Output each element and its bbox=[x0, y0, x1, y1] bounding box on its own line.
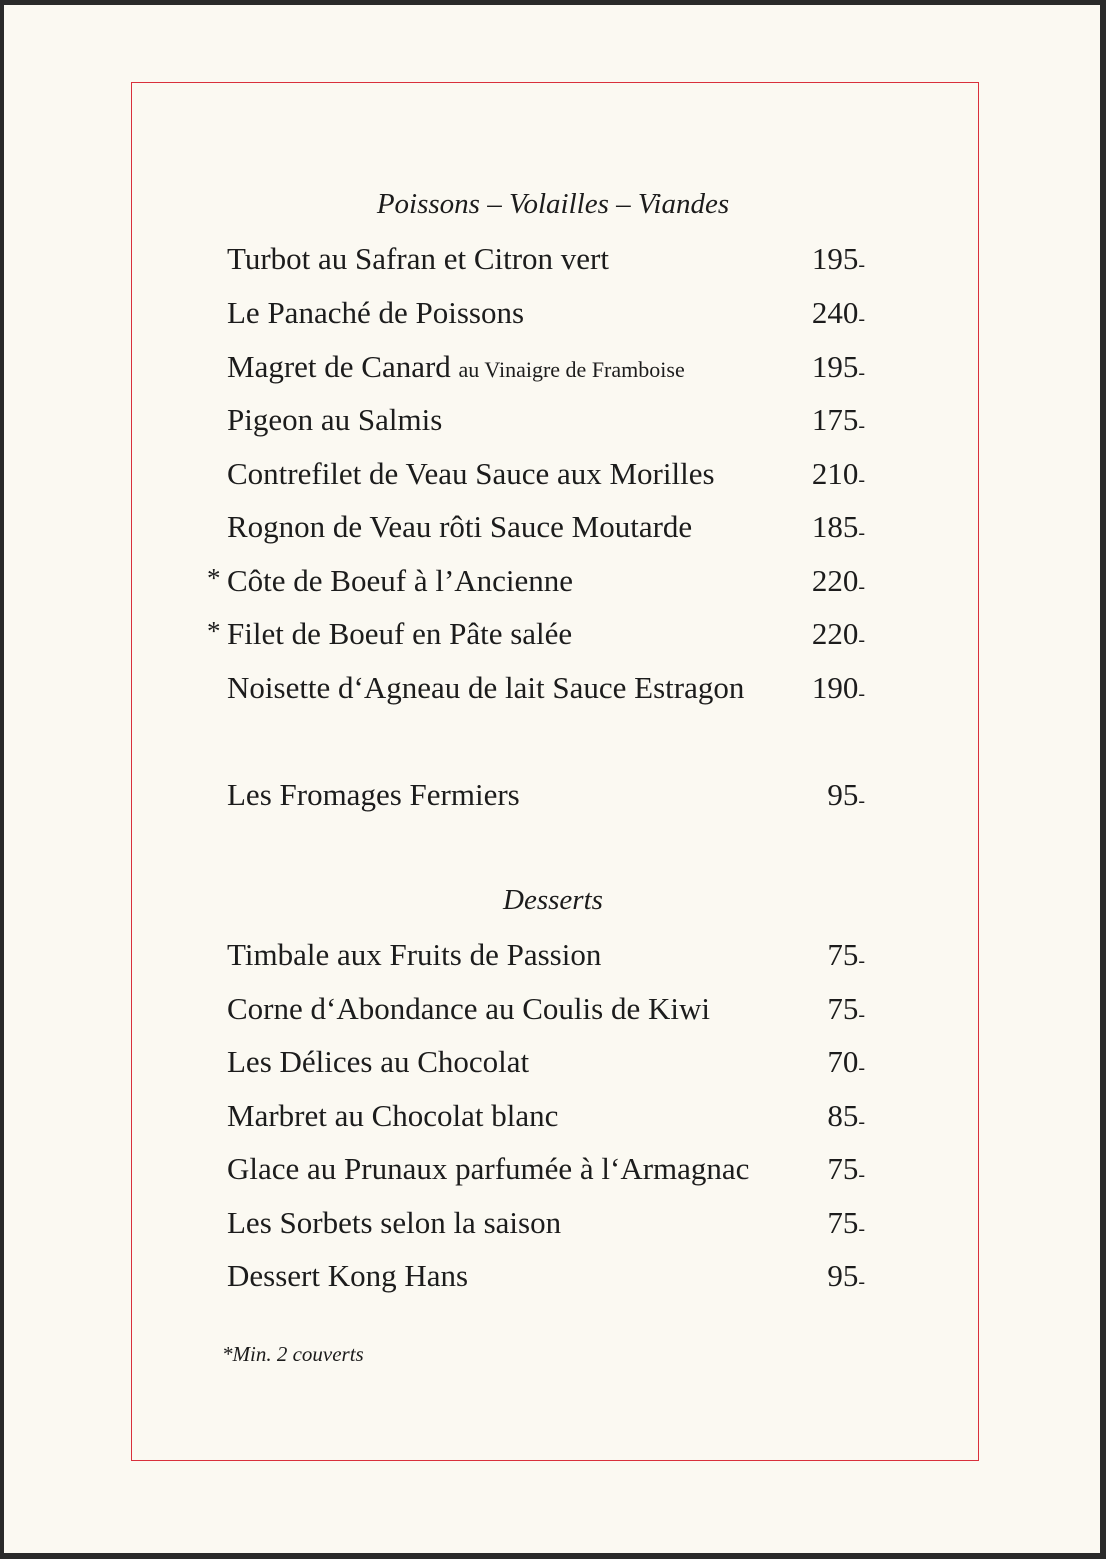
item-price: 75- bbox=[827, 937, 865, 972]
menu-item bbox=[0, 509, 1106, 549]
item-price: 240- bbox=[811, 295, 865, 330]
menu-item-cheese bbox=[0, 777, 1106, 817]
item-name: Les Sorbets selon la saison bbox=[227, 1205, 562, 1240]
menu-item bbox=[0, 563, 1106, 603]
item-name: Filet de Boeuf en Pâte salée bbox=[227, 616, 573, 651]
item-price: 210- bbox=[811, 456, 865, 491]
item-name: Marbret au Chocolat blanc bbox=[227, 1098, 559, 1133]
menu-item bbox=[0, 1205, 1106, 1245]
menu-item bbox=[0, 991, 1106, 1031]
item-name: Le Panaché de Poissons bbox=[227, 295, 525, 330]
item-price: 195- bbox=[811, 349, 865, 384]
menu-item bbox=[0, 456, 1106, 496]
menu-item bbox=[0, 241, 1106, 281]
item-price: 195- bbox=[811, 241, 865, 276]
menu-item bbox=[0, 402, 1106, 442]
menu-item bbox=[0, 1098, 1106, 1138]
menu-item bbox=[0, 295, 1106, 335]
item-price: 95- bbox=[827, 777, 865, 812]
menu-item bbox=[0, 1258, 1106, 1298]
item-price: 85- bbox=[827, 1098, 865, 1133]
item-price: 75- bbox=[827, 991, 865, 1026]
item-name: Noisette d‘Agneau de lait Sauce Estragon bbox=[227, 670, 745, 705]
item-price: 75- bbox=[827, 1151, 865, 1186]
item-name: Corne d‘Abondance au Coulis de Kiwi bbox=[227, 991, 710, 1026]
menu-item bbox=[0, 616, 1106, 656]
item-price: 75- bbox=[827, 1205, 865, 1240]
item-name: Glace au Prunaux parfumée à l‘Armagnac bbox=[227, 1151, 750, 1186]
section-heading-mains: Poissons – Volailles – Viandes bbox=[376, 188, 730, 220]
item-price: 175- bbox=[811, 402, 865, 437]
item-name: Magret de Canard au Vinaigre de Framboise bbox=[227, 349, 685, 384]
red-border-frame bbox=[131, 82, 979, 1461]
item-name: Dessert Kong Hans bbox=[227, 1258, 469, 1293]
item-price: 220- bbox=[811, 563, 865, 598]
menu-item bbox=[0, 937, 1106, 977]
section-heading-desserts: Desserts bbox=[503, 884, 603, 916]
asterisk-marker: * bbox=[207, 616, 221, 646]
item-note: au Vinaigre de Framboise bbox=[458, 357, 685, 382]
footnote: *Min. 2 couverts bbox=[222, 1342, 364, 1366]
item-name: Turbot au Safran et Citron vert bbox=[227, 241, 609, 276]
item-name: Les Fromages Fermiers bbox=[227, 777, 520, 812]
item-name: Pigeon au Salmis bbox=[227, 402, 443, 437]
menu-item bbox=[0, 349, 1106, 389]
item-price: 70- bbox=[827, 1044, 865, 1079]
item-name: Rognon de Veau rôti Sauce Moutarde bbox=[227, 509, 693, 544]
item-price: 185- bbox=[811, 509, 865, 544]
item-name: Côte de Boeuf à l’Ancienne bbox=[227, 563, 574, 598]
menu-item bbox=[0, 670, 1106, 710]
item-price: 220- bbox=[811, 616, 865, 651]
item-name: Les Délices au Chocolat bbox=[227, 1044, 530, 1079]
item-name: Timbale aux Fruits de Passion bbox=[227, 937, 602, 972]
asterisk-marker: * bbox=[207, 563, 221, 593]
item-name: Contrefilet de Veau Sauce aux Morilles bbox=[227, 456, 715, 491]
menu-item bbox=[0, 1044, 1106, 1084]
menu-item bbox=[0, 1151, 1106, 1191]
item-price: 95- bbox=[827, 1258, 865, 1293]
item-price: 190- bbox=[811, 670, 865, 705]
